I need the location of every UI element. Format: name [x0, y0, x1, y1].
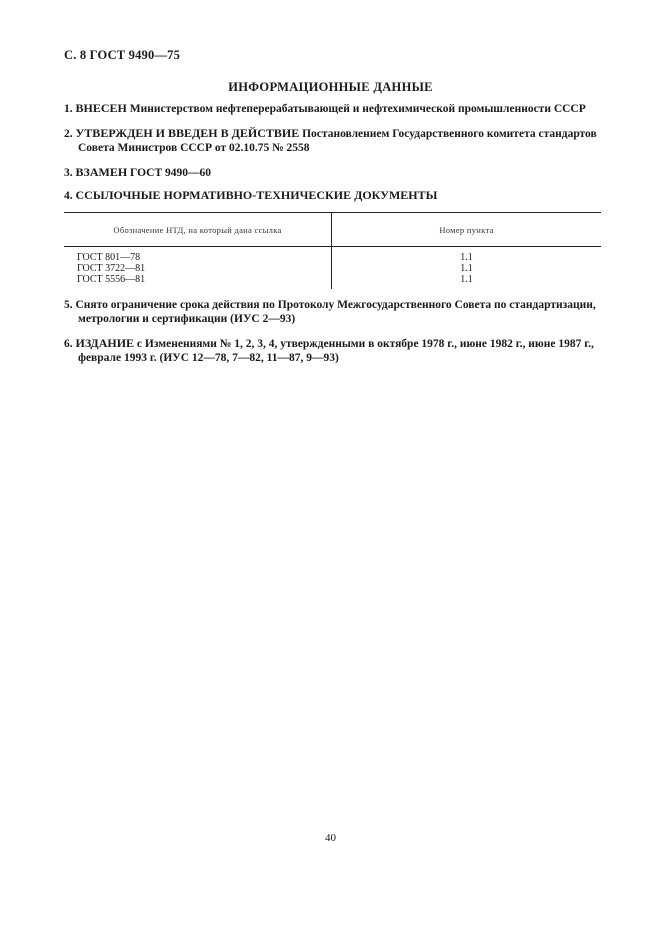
document-designation: ГОСТ 801—78	[77, 252, 141, 263]
item-text: Снято ограничение срока действия по Протоколу Межгосударственного Совета по стандартизации, метрологии и сертификации (ИУС 2—93)	[75, 299, 596, 325]
item-number: 3.	[64, 167, 73, 179]
info-item-2	[64, 126, 618, 155]
clause-number: 1.1	[460, 252, 473, 263]
table-row	[64, 247, 601, 290]
document-designation: ГОСТ 5556—81	[77, 274, 146, 285]
item-number: 4.	[64, 190, 73, 202]
document-designation: ГОСТ 3722—81	[77, 263, 146, 274]
item-lead: ВЗАМЕН	[75, 165, 128, 179]
item-text: Постановлением Государственного комитета стандартов Совета Министров СССР от 02.10.75 № 2558	[78, 128, 597, 154]
item-lead: УТВЕРЖДЕН И ВВЕДЕН В ДЕЙСТВИЕ	[75, 126, 300, 140]
document-cell	[64, 247, 332, 290]
clause-number: 1.1	[460, 263, 473, 274]
item-number: 5.	[64, 299, 73, 311]
reference-documents-table	[64, 212, 601, 289]
info-item-6	[64, 336, 618, 365]
info-item-1	[64, 101, 618, 116]
page-header: С. 8 ГОСТ 9490—75	[64, 48, 181, 62]
item-number: 1.	[64, 103, 73, 115]
item-number: 6.	[64, 338, 73, 350]
info-item-4	[64, 188, 618, 203]
column-header-document: Обозначение НТД, на который дана ссылка	[64, 213, 332, 247]
item-text: с Изменениями № 1, 2, 3, 4, утвержденными в октябре 1978 г., июне 1982 г., июне 1987 г., феврале 1993 г. (ИУС 12—78, 7—82, 11—87, 9—93)	[78, 338, 594, 364]
section-title: ИНФОРМАЦИОННЫЕ ДАННЫЕ	[228, 80, 433, 94]
item-text: ГОСТ 9490—60	[130, 167, 212, 179]
clause-cell	[332, 247, 602, 290]
table-header-row	[64, 213, 601, 247]
item-lead: ВНЕСЕН	[75, 101, 127, 115]
clause-number: 1.1	[460, 274, 473, 285]
item-lead: ССЫЛОЧНЫЕ НОРМАТИВНО-ТЕХНИЧЕСКИЕ ДОКУМЕНТЫ	[75, 188, 438, 202]
column-header-clause: Номер пункта	[332, 213, 602, 247]
info-item-5	[64, 298, 618, 326]
item-lead: ИЗДАНИЕ	[75, 336, 135, 350]
page-number: 40	[325, 832, 336, 844]
info-item-3	[64, 165, 618, 180]
item-number: 2.	[64, 128, 73, 140]
item-text: Министерством нефтеперерабатывающей и нефтехимической промышленности СССР	[129, 103, 586, 115]
